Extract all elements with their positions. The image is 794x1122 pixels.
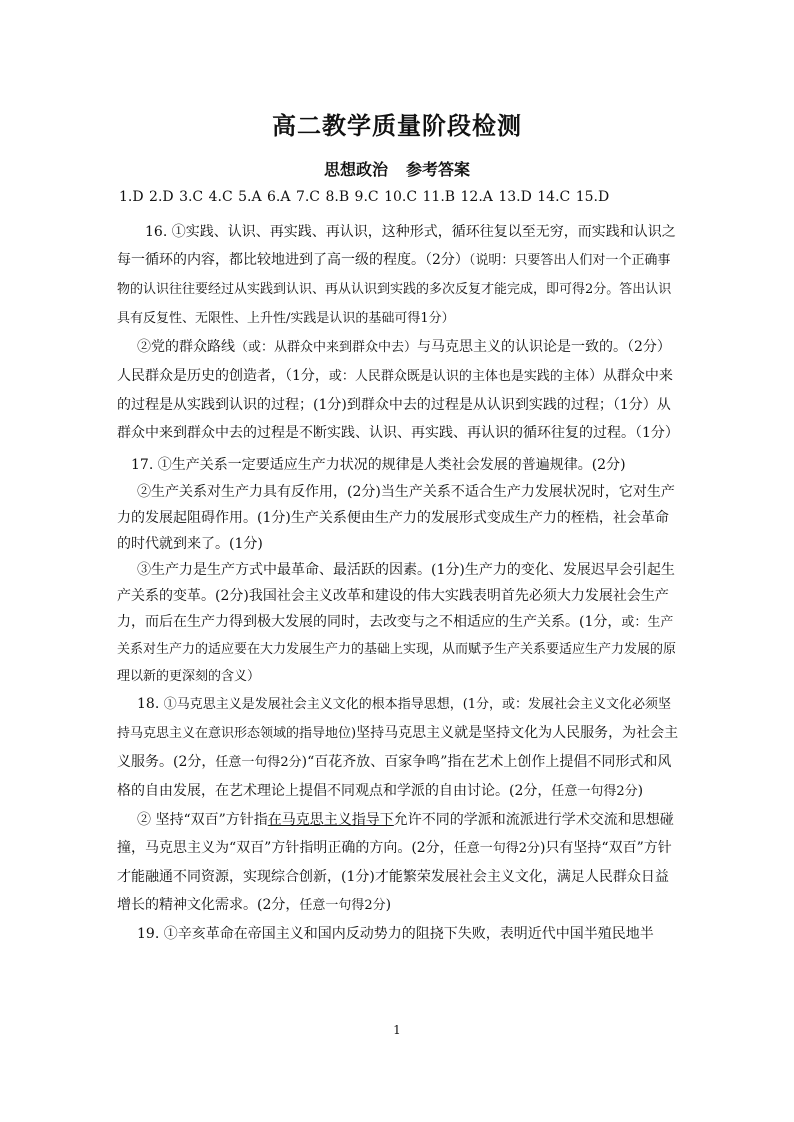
q17-paragraph-2: ②生产关系对生产力具有反作用，(2分)当生产关系不适合生产力发展状况时，它对生产力的发展起阻碍作用。(1分)生产关系便由生产力的发展形式变成生产力的桎梏，社会革命的时代就到来了。(1分) — [117, 484, 675, 552]
q17-paragraph-1: 17. ①生产关系一定要适应生产力状况的规律是人类社会发展的普遍规律。(2分) — [131, 457, 626, 473]
q16-p2-text-b: 与马克思主义的认识论是一致的。（2分）人民群众是历史的创造者，（1分， — [117, 339, 671, 384]
q18-p1-text-b: 坚持马克思主义就是坚持文化为人民服务，为社会主义服务。(2分， — [117, 725, 679, 770]
q18-p2-text-c: )只有坚持“双百”方针才能融通不同资源，实现综合创新，(1分)才能繁荣发展社会主义文化，满足人民群众日益增长的精神文化需求。(2分， — [117, 840, 672, 913]
multiple-choice-answers: 1.D 2.D 3.C 4.C 5.A 6.A 7.C 8.B 9.C 10.C 11.B 12.A 13.D 14.C 15.D — [119, 189, 610, 205]
q18-p1-num: 18. — [137, 696, 164, 712]
q16-p1-text: 16. ①实践、认识、再实践、再认识，这种形式，循环往复以至无穷，而实践和认识之每一循环的内容，都比较地进到了高一级的程度。（2分） — [117, 224, 676, 268]
q16-p2-text-a: ②党的群众路线 — [137, 339, 235, 355]
q18-p2-note-1: 任意一句得2分 — [453, 841, 540, 856]
page-title: 高二教学质量阶段检测 — [272, 111, 522, 140]
q17-p3-text: ③生产力是生产方式中最革命、最活跃的因素。(1分)生产力的变化、发展迟早会引起生产关系的变革。(2分)我国社会主义改革和建设的伟大实践表明首先必须大力发展社会生产力，而后在生产力得到极大发展的同时，去改变与之不相适应的生产关系。(1分， — [117, 562, 675, 630]
q16-paragraph-2 — [117, 333, 680, 447]
q18-p1-text-d: ) — [637, 783, 644, 799]
subject-label: 思想政治 — [323, 160, 388, 179]
q16-paragraph-1 — [117, 218, 680, 333]
q18-p1-note-2: 任意一句得2分 — [215, 755, 302, 770]
q19-paragraph-1: 19. ①辛亥革命在帝国主义和国内反动势力的阻挠下失败，表明近代中国半殖民地半 — [137, 926, 654, 942]
q16-p1-note: （说明：只要答出人们对一个正确事物的认识往往要经过从实践到认识、再从认识到实践的多次反复才能完成，即可得2分。答出认识具有反复性、无限性、上升性/实践是认识的基础可得1分） — [117, 253, 672, 326]
q18-paragraph-2 — [117, 806, 680, 920]
q16-p2-text-c: ）从群众中来的过程是从实践到认识的过程；(1分)到群众中去的过程是从认识到实践的过程；（1分）从群众中来到群众中去的过程是不断实践、认识、再实践、再认识的循环往复的过程。（1分） — [117, 368, 679, 441]
answer-key-label: 参考答案 — [406, 160, 471, 179]
q17-paragraph-3 — [117, 557, 680, 690]
q18-p2-text-a: ② 坚持“双百”方针指 — [137, 812, 268, 828]
q18-p1-note: ①马克思主义是发展社会主义文化的根本指导思想，(1分，或：发展社会主义文化必须坚持马克思主义在意识形态领域的指导地位) — [117, 697, 672, 741]
q18-p2-underlined: 在马克思主义指导下 — [267, 812, 394, 828]
subtitle — [0, 157, 794, 180]
q18-p1-note-3: 任意一句得2分 — [551, 784, 638, 799]
q16-p2-note-1: （或：从群众中来到群众中去） — [235, 340, 418, 355]
q18-p1-text-c: )“百花齐放、百家争鸣”指在艺术上创作上提倡不同形式和风格的自由发展，在艺术理论上提倡不同观点和学派的自由讨论。(2分， — [117, 754, 672, 799]
q18-p2-text-b: 允许不同的学派和流派进行学术交流和思想碰撞，马克思主义为“双百”方针指明正确的方向。(2分， — [117, 812, 674, 856]
q18-p2-text-d: ) — [385, 897, 392, 913]
q18-paragraph-1 — [117, 690, 680, 806]
answer-body — [117, 218, 680, 948]
q16-p2-note-2: 或：人民群众既是认识的主体也是实践的主体 — [328, 369, 589, 384]
q18-p2-note-2: 任意一句得2分 — [299, 898, 386, 913]
page-number: 1 — [393, 1023, 401, 1037]
q17-p3-note: 或：生产关系对生产力的适应要在大力发展生产力的基础上实现，从而赋予生产关系要适应生产力发展的原理以新的更深刻的含义） — [117, 615, 677, 684]
